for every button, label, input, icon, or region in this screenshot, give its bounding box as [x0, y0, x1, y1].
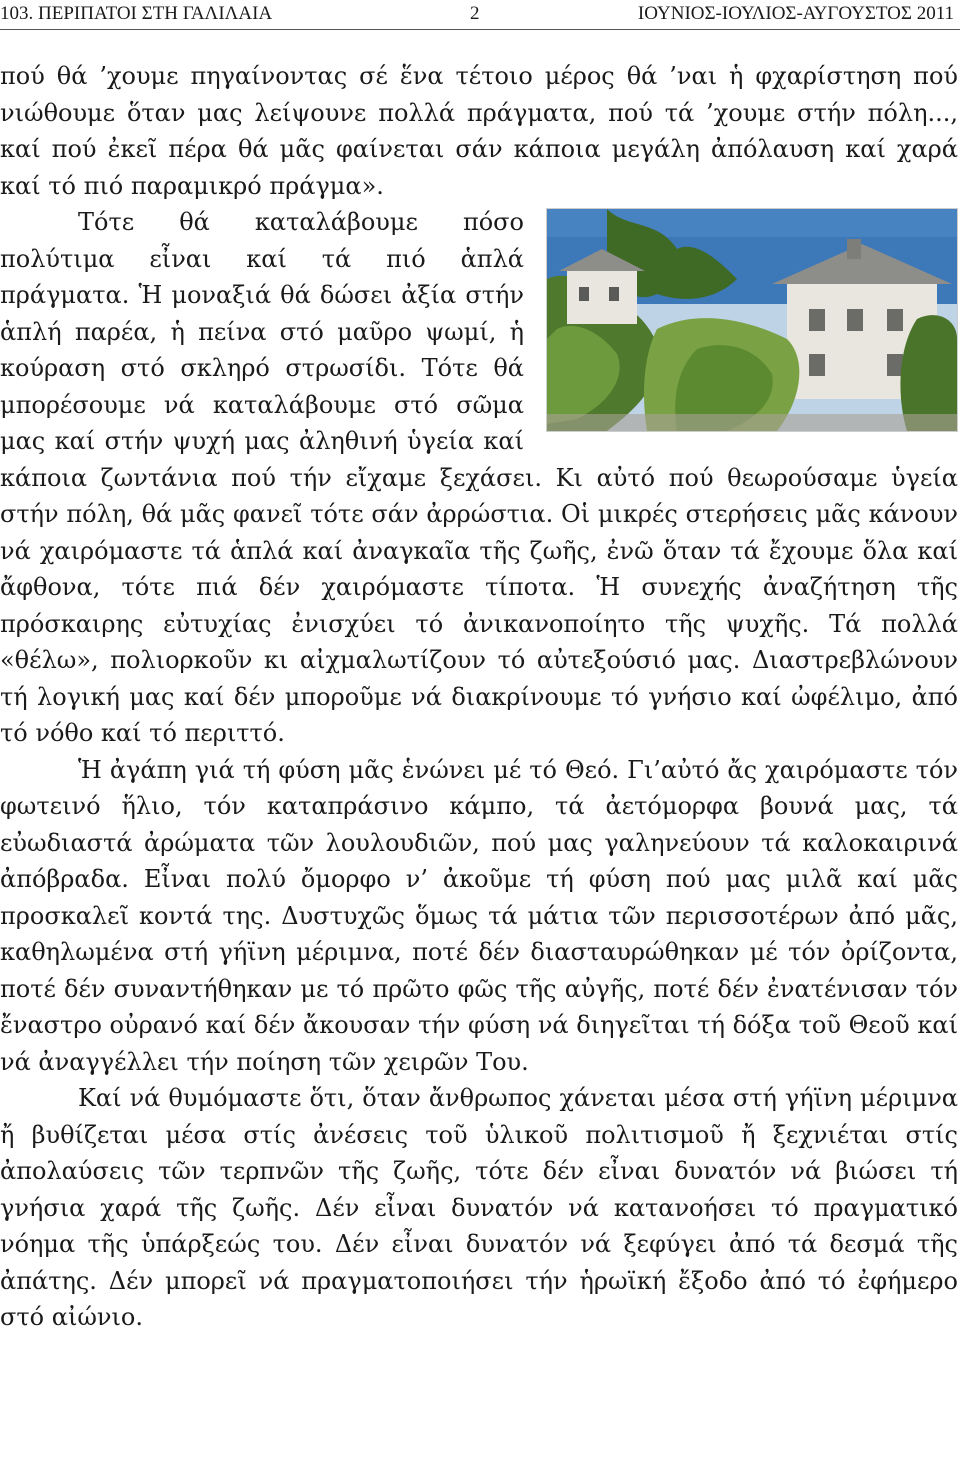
page-header [0, 0, 960, 30]
publication-title: 103. ΠΕΡΙΠΑΤΟΙ ΣΤΗ ΓΑΛΙΛΑΙΑ [0, 3, 273, 24]
paragraph-1: πού θά ’χουμε πηγαίνοντας σέ ἕνα τέτοιο μέρος θά ’ναι ἡ φχαρίστηση πού νιώθουμε ὅταν μας λείψουνε πολλά πράγματα, πού τά ’χουμε στήν πόλη..., καί πού ἐκεῖ πέρα θά μᾶς φαίνεται σάν κάποια μεγάλη ἀπόλαυση καί χαρά καί τό πιό παραμικρό πράγμα». [0, 62, 958, 200]
issue-date: ΙΟΥΝΙΟΣ-ΙΟΥΛΙΟΣ-ΑΥΓΟΥΣΤΟΣ 2011 [637, 3, 954, 24]
paragraph-2: Τότε θά καταλάβουμε πόσο πολύτιμα εἶναι καί τά πιό ἁπλά πράγματα. Ἡ μοναξιά θά δώσει ἀξία στήν ἁπλή παρέα, ἡ πείνα στό μαῦρο ψωμί, ἡ κούραση στό σκληρό στρωσίδι. Τότε θά μπορέσουμε νά καταλάβουμε στό σῶμα μας καί στήν ψυχή μας ἀληθινή ὑγεία καί κάποια ζωντάνια πού τήν εἴχαμε ξεχάσει. Κι αὐτό πού θεωρούσαμε ὑγεία στήν πόλη, θά μᾶς φανεῖ τότε σάν ἀρρώστια. Οἱ μικρές στερήσεις μᾶς κάνουν νά χαιρόμαστε τά ἁπλά καί ἀναγκαῖα τῆς ζωῆς, ἐνῶ ὅταν τά ἔχουμε ὅλα καί ἄφθονα, τότε πιά δέν χαιρόμαστε τίποτα. Ἡ συνεχής ἀναζήτηση τῆς πρόσκαιρης εὐτυχίας ἐνισχύει τό ἀνικανοποίητο τῆς ψυχῆς. Τά πολλά «θέλω», πολιορκοῦν κι αἰχμαλωτίζουν τό αὐτεξούσιό μας. Διαστρεβλώνουν τή λογική μας καί δέν μποροῦμε νά διακρίνουμε τό γνήσιο καί ὠφέλιμο, ἀπό τό νόθο καί τό περιττό. [0, 208, 958, 747]
article-body [0, 58, 958, 1336]
header-rule [0, 29, 960, 30]
paragraph-4: Καί νά θυμόμαστε ὅτι, ὅταν ἄνθρωπος χάνεται μέσα στή γήϊνη μέριμνα ἤ βυθίζεται μέσα στίς ἀνέσεις τοῦ ὑλικοῦ πολιτισμοῦ ἤ ξεχνιέται στίς ἀπολαύσεις τῶν τερπνῶν τῆς ζωῆς, τότε δέν εἶναι δυνατόν νά βιώσει τή γνήσια χαρά τῆς ζωῆς. Δέν εἶναι δυνατόν νά κατανοήσει τό πραγματικό νόημα τῆς ὑπάρξεώς του. Δέν εἶναι δυνατόν νά ξεφύγει ἀπό τά δεσμά τῆς ἀπάτης. Δέν μπορεῖ νά πραγματοποιήσει τήν ἡρωϊκή ἔξοδο ἀπό τό ἐφήμερο στό αἰώνιο. [0, 1084, 958, 1331]
village-photo [546, 208, 958, 432]
photo-house-left-wall [567, 269, 637, 324]
village-photo-illustration [547, 209, 957, 431]
paragraph-3: Ἡ ἀγάπη γιά τή φύση μᾶς ἑνώνει μέ τό Θεό. Γι’αὐτό ἄς χαιρόμαστε τόν φωτεινό ἥλιο, τόν καταπράσινο κάμπο, τά ἀετόμορφα βουνά μας, τά εὐωδιαστά ἀρώματα τῶν λουλουδιῶν, πού μας γαληνεύουν τά καλοκαιρινά ἀπόβραδα. Εἶναι πολύ ὄμορφο ν’ ἀκοῦμε τή φύση πού μας μιλᾶ καί μᾶς προσκαλεῖ κοντά της. Δυστυχῶς ὅμως τά μάτια τῶν περισσοτέρων ἀπό μᾶς, καθηλωμένα στή γήϊνη μέριμνα, ποτέ δέν διασταυρώθηκαν μέ τόν ὀρίζοντα, ποτέ δέν συναντήθηκαν με τό πρῶτο φῶς τῆς αὐγῆς, ποτέ δέν ἐνατένισαν τόν ἔναστρο οὐρανό καί δέν ἄκουσαν τήν φύση νά διηγεῖται τή δόξα τοῦ Θεοῦ καί νά ἀναγγέλλει τήν ποίηση τῶν χειρῶν Του. [0, 755, 958, 1076]
page-number: 2 [470, 3, 480, 24]
